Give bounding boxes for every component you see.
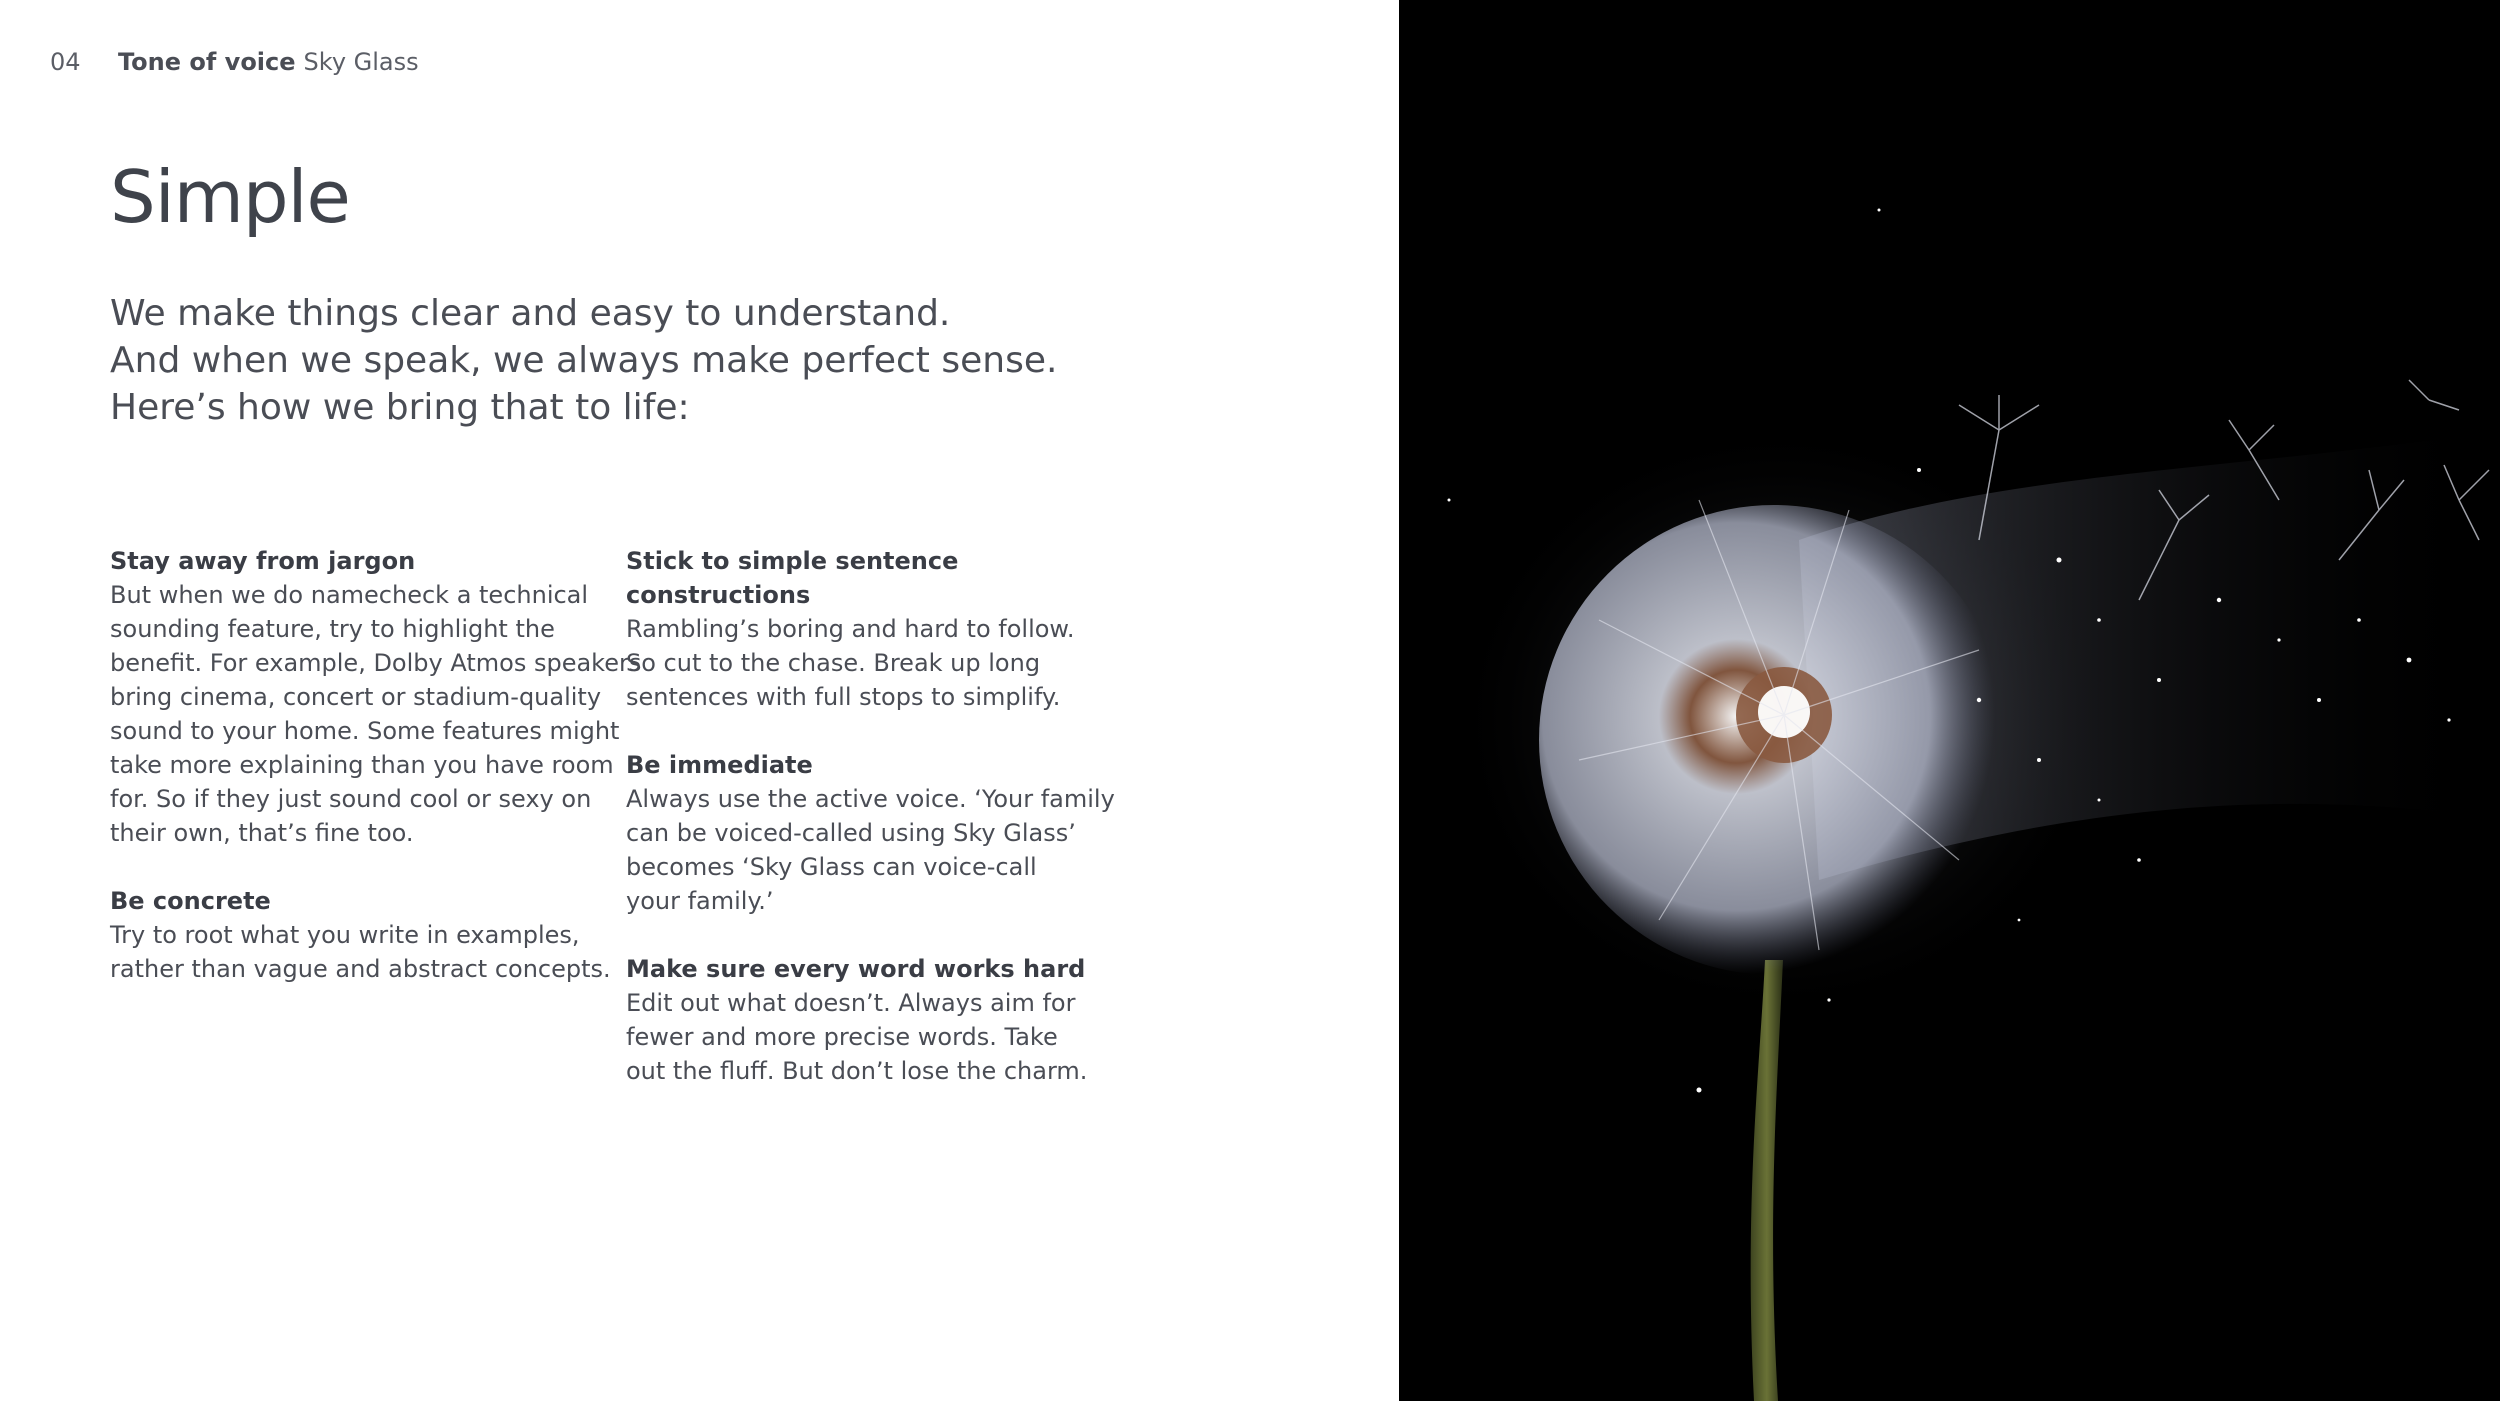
principles-column-left [110, 544, 642, 1020]
body-line: So cut to the chase. Break up long [626, 649, 1041, 677]
body-line: becomes ‘Sky Glass can voice-call [626, 853, 1037, 881]
body-line: Rambling’s boring and hard to follow. [626, 615, 1075, 643]
body-line: Always use the active voice. ‘Your family [626, 785, 1115, 813]
intro-line: We make things clear and easy to understand. [110, 293, 951, 334]
body-line: can be voiced-called using Sky Glass’ [626, 819, 1076, 847]
principle-heading: Stick to simple sentence constructions [626, 547, 959, 609]
body-line: sentences with full stops to simplify. [626, 683, 1061, 711]
intro-paragraph [110, 290, 1110, 431]
body-line: out the fluff. But don’t lose the charm. [626, 1057, 1088, 1085]
principle-simple-sentences [626, 544, 1106, 714]
body-line: for. So if they just sound cool or sexy on [110, 785, 592, 813]
principles-column-right [626, 544, 1115, 1122]
body-line: sound to your home. Some features might [110, 717, 620, 745]
page-title: Simple [110, 155, 350, 239]
principle-heading: Stay away from jargon [110, 547, 416, 575]
body-line: rather than vague and abstract concepts. [110, 955, 611, 983]
body-line: take more explaining than you have room [110, 751, 614, 779]
body-line: Edit out what doesn’t. Always aim for [626, 989, 1076, 1017]
body-line: fewer and more precise words. Take [626, 1023, 1058, 1051]
principle-body [110, 578, 642, 850]
principle-heading: Make sure every word works hard [626, 955, 1086, 983]
intro-line: And when we speak, we always make perfect sense. [110, 340, 1058, 381]
dandelion-illustration [1399, 0, 2500, 1401]
principle-every-word [626, 952, 1106, 1088]
body-line: their own, that’s fine too. [110, 819, 414, 847]
principle-immediate [626, 748, 1115, 918]
principle-heading: Be immediate [626, 751, 813, 779]
section-name: Tone of voice [118, 48, 296, 76]
page-header [50, 46, 419, 78]
body-line: But when we do namecheck a technical [110, 581, 589, 609]
body-line: bring cinema, concert or stadium-quality [110, 683, 602, 711]
intro-line: Here’s how we bring that to life: [110, 387, 690, 428]
body-line: your family.’ [626, 887, 774, 915]
page-number: 04 [50, 48, 81, 76]
principle-body [626, 986, 1106, 1088]
principle-body [110, 918, 611, 986]
principle-jargon [110, 544, 642, 850]
product-name: Sky Glass [303, 48, 419, 76]
body-line: benefit. For example, Dolby Atmos speakers [110, 649, 642, 677]
principle-body [626, 612, 1106, 714]
body-line: Try to root what you write in examples, [110, 921, 580, 949]
dandelion-photo [1399, 0, 2500, 1401]
principle-concrete [110, 884, 611, 986]
principle-heading: Be concrete [110, 887, 271, 915]
principle-body [626, 782, 1115, 918]
body-line: sounding feature, try to highlight the [110, 615, 555, 643]
